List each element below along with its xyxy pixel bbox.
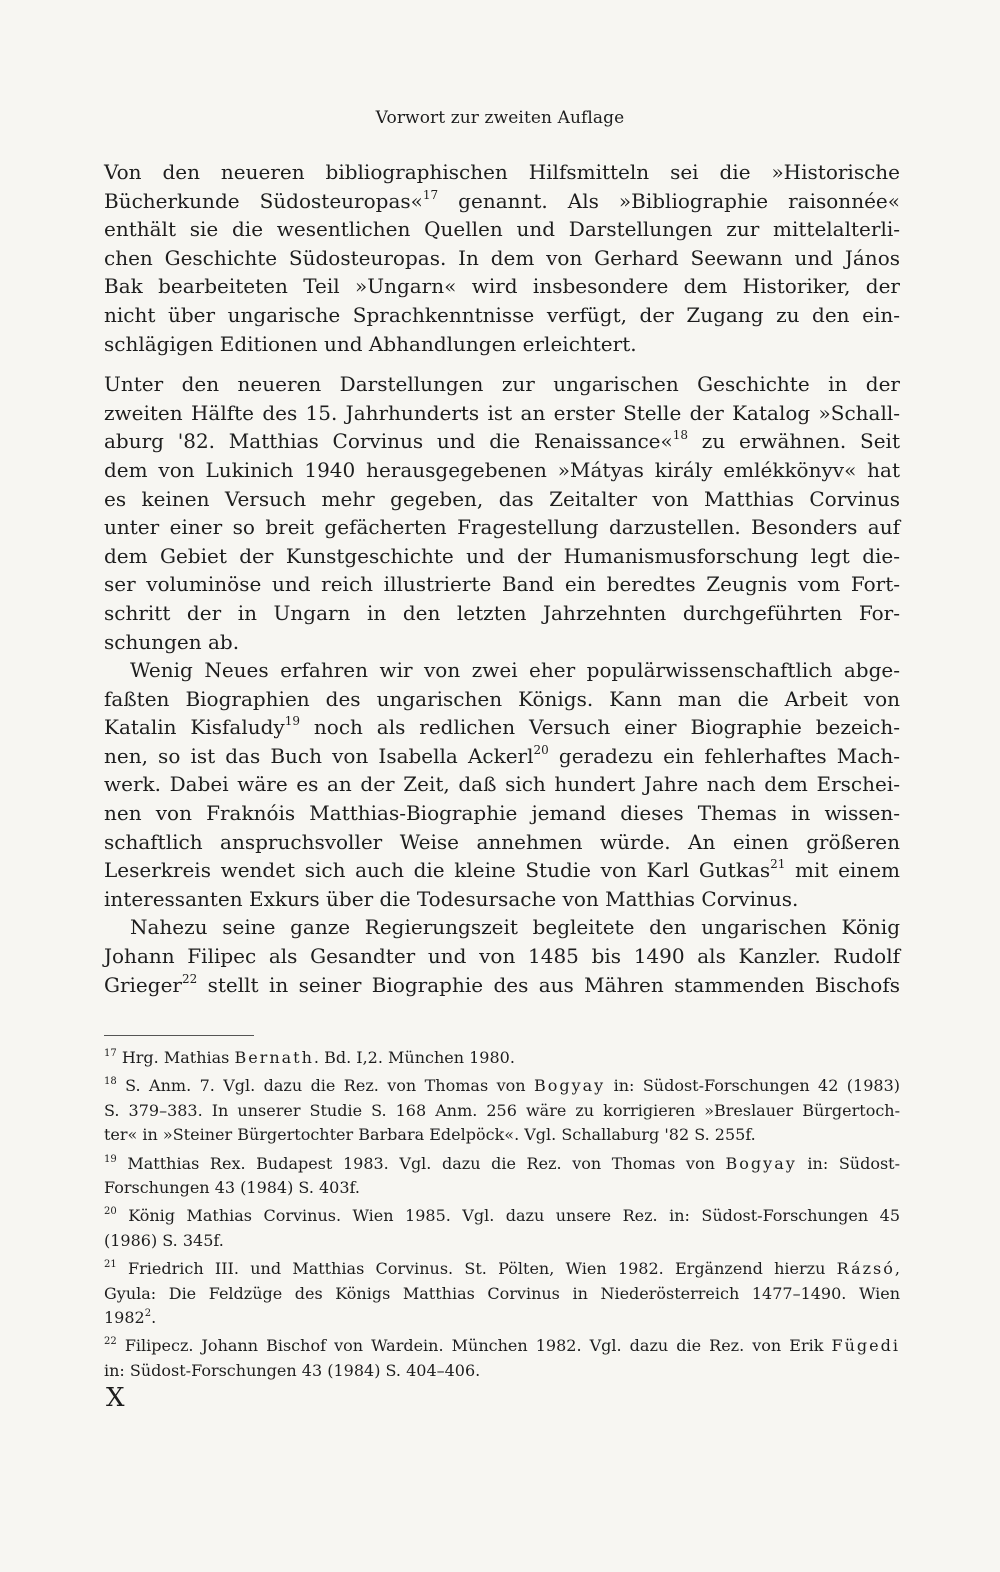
text-line: nen, so ist das Buch von Isabella Ackerl$^{20}$ geradezu ein fehlerhaftes Mach- — [104, 742, 900, 768]
text-line: es keinen Versuch mehr gegeben, das Zeitalter von Matthias Corvinus — [104, 486, 900, 511]
text-line: chen Geschichte Südosteuropas. In dem von Gerhard Seewann und János — [104, 245, 900, 270]
footnote-ref: 17 — [422, 187, 439, 202]
text-line: aburg '82. Matthias Corvinus und die Renaissance«$^{18}$ zu erwähnen. Seit — [104, 428, 900, 454]
text-line: schritt der in Ungarn in den letzten Jahrzehnten durchgeführten For- — [104, 600, 900, 625]
footnote-number: 22 — [104, 1336, 117, 1348]
text-line: Johann Filipec als Gesandter und von 1485 bis 1490 als Kanzler. Rudolf — [104, 944, 900, 969]
text-line: faßten Biographien des ungarischen Königs. Kann man die Arbeit von — [104, 686, 900, 711]
footnote-number: 17 — [104, 1048, 117, 1059]
text-line: schlägigen Editionen und Abhandlungen erleichtert. — [104, 331, 637, 356]
footnote-ref: 20 — [533, 742, 549, 757]
main-text — [104, 158, 900, 999]
text-line: enthält sie die wesentlichen Quellen und Darstellungen zur mittelalterli- — [104, 217, 900, 242]
text-line: Katalin Kisfaludy$^{19}$ noch als redlichen Versuch einer Biographie bezeich- — [104, 714, 900, 740]
text-line: schaftlich anspruchsvoller Weise annehmen würde. An einen größeren — [104, 829, 900, 854]
text-line: schungen ab. — [104, 629, 240, 654]
text-line: nicht über ungarische Sprachkenntnisse verfügt, der Zugang zu den ein- — [104, 302, 900, 327]
footnote-21: $^{21}$ Friedrich III. und Matthias Corvinus. St. Pölten, Wien 1982. Ergänzend hierzu Rázsó, Gyula: Die Feldzüge des Königs Matthias Corvinus in Niederösterreich 1477–1490. Wien 1982$^2$. — [104, 1259, 900, 1328]
footnote-number: 18 — [104, 1076, 117, 1088]
text-line: dem von Lukinich 1940 herausgegebenen »Mátyas király emlékkönyv« hat — [104, 457, 900, 482]
paragraph — [104, 370, 900, 656]
footnote-number: 19 — [104, 1153, 117, 1165]
text-line: Wenig Neues erfahren wir von zwei eher populärwissenschaftlich abge- — [130, 658, 900, 683]
text-line: dem Gebiet der Kunstgeschichte und der Humanismusforschung legt die- — [104, 543, 900, 568]
text-line: unter einer so breit gefächerten Fragestellung darzustellen. Besonders auf — [104, 515, 900, 540]
paragraph — [104, 913, 900, 999]
text-line: Unter den neueren Darstellungen zur ungarischen Geschichte in der — [104, 372, 900, 397]
text-line: zweiten Hälfte des 15. Jahrhunderts ist an erster Stelle der Katalog »Schall- — [104, 400, 900, 425]
paragraph — [104, 158, 900, 358]
footnote-divider — [104, 1035, 254, 1036]
text-line: Bücherkunde Südosteuropas«$^{17}$ genannt. Als »Bibliographie raisonnée« — [104, 187, 900, 213]
text-line: ser voluminöse und reich illustrierte Band ein beredtes Zeugnis vom Fort- — [104, 572, 900, 597]
text-line: Von den neueren bibliographischen Hilfsmitteln sei die »Historische — [104, 160, 900, 184]
footnotes — [104, 1046, 900, 1387]
footnote-ref: 18 — [672, 428, 689, 443]
footnote-ref: 22 — [181, 971, 198, 986]
text-line: Grieger$^{22}$ stellt in seiner Biographie des aus Mähren stammenden Bischofs — [104, 971, 900, 997]
footnote-number: 20 — [104, 1206, 117, 1218]
footnote-18: $^{18}$ S. Anm. 7. Vgl. dazu die Rez. von Thomas von Bogyay in: Südost-Forschungen 42 (1983) S. 379–383. In unserer Studie S. 168 Anm. 256 wäre zu korrigieren »Breslauer Bürgertoch- ter« in »Steiner Bürgertochter Barbara Edelpöck«. Vgl. Schallaburg '82 S. 255f. — [104, 1076, 901, 1145]
footnote-number: 21 — [104, 1259, 117, 1271]
text-line: Bak bearbeiteten Teil »Ungarn« wird insbesondere dem Historiker, der — [104, 274, 900, 299]
footnote-19: $^{19}$ Matthias Rex. Budapest 1983. Vgl. dazu die Rez. von Thomas von Bogyay in: Südost- Forschungen 43 (1984) S. 403f. — [104, 1153, 901, 1198]
text-line: Leserkreis wendet sich auch die kleine Studie von Karl Gutkas$^{21}$ mit einem — [104, 857, 900, 883]
text-line: werk. Dabei wäre es an der Zeit, daß sich hundert Jahre nach dem Erschei- — [104, 772, 900, 797]
page-number: X — [106, 1383, 125, 1413]
footnote-ref: 21 — [770, 857, 786, 872]
text-line: interessanten Exkurs über die Todesursache von Matthias Corvinus. — [104, 886, 799, 911]
footnote-17: $^{17}$ Hrg. Mathias Bernath. Bd. I,2. München 1980. — [104, 1048, 515, 1067]
text-line: nen von Fraknóis Matthias-Biographie jemand dieses Themas in wissen- — [104, 801, 900, 826]
footnote-22: $^{22}$ Filipecz. Johann Bischof von Wardein. München 1982. Vgl. dazu die Rez. von Erik Fügedi in: Südost-Forschungen 43 (1984) S. 404–406. — [104, 1336, 900, 1380]
footnote-ref: 19 — [284, 714, 300, 729]
running-title: Vorwort zur zweiten Auflage — [375, 108, 625, 128]
text-line: Nahezu seine ganze Regierungszeit begleitete den ungarischen König — [130, 915, 900, 940]
footnote-20: $^{20}$ König Mathias Corvinus. Wien 1985. Vgl. dazu unsere Rez. in: Südost-Forschungen 45 (1986) S. 345f. — [104, 1206, 900, 1250]
paragraph — [104, 656, 900, 913]
